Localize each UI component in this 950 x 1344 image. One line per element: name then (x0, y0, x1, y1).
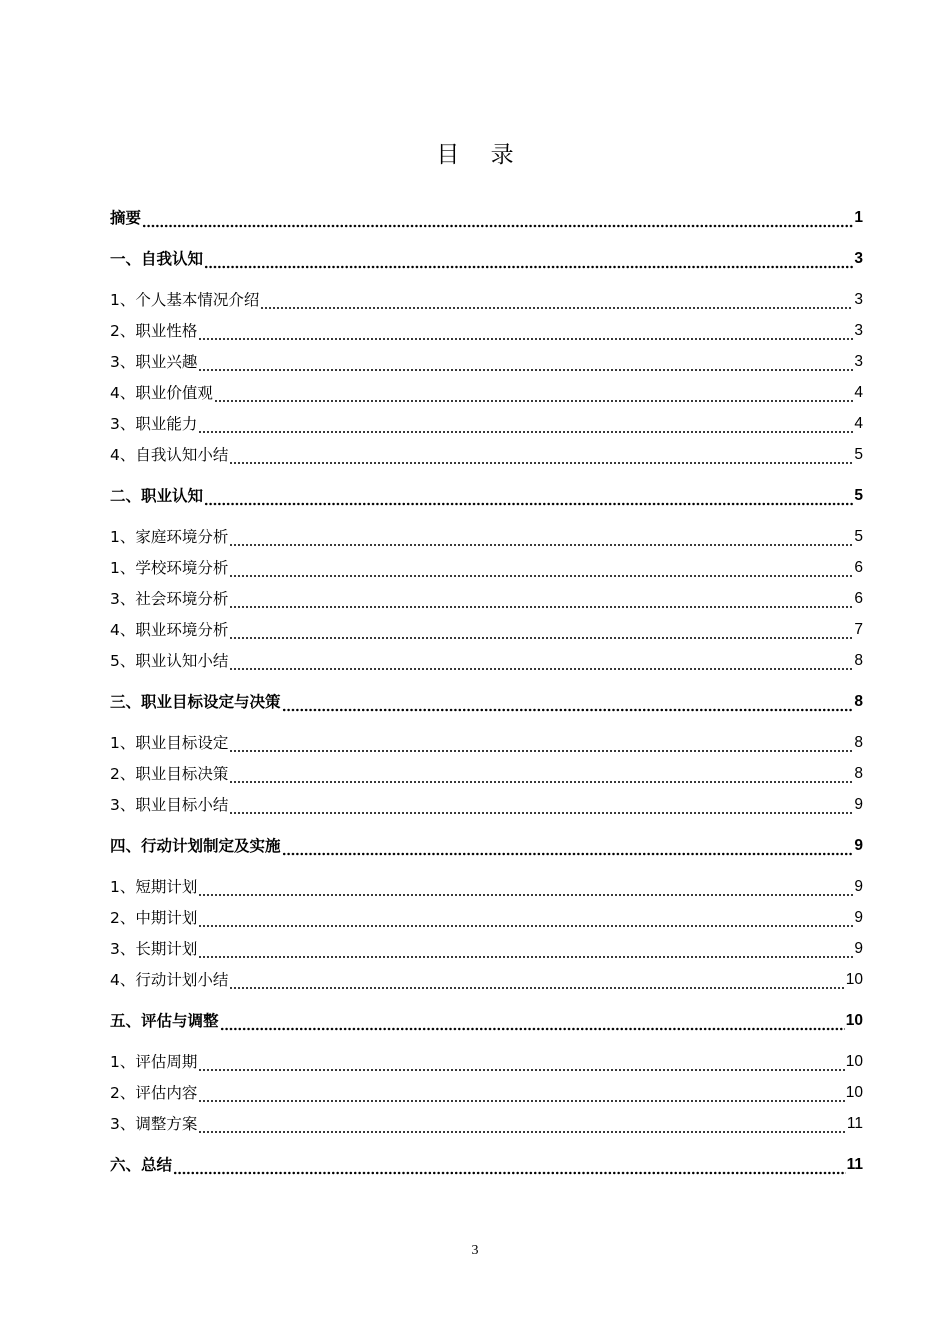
toc-entry[interactable] (110, 617, 863, 641)
toc-entry-label: 3、职业兴趣 (110, 353, 198, 371)
toc-dot-leader (198, 876, 853, 898)
toc-entry-page: 11 (846, 1115, 863, 1132)
toc-entry-label: 4、职业环境分析 (110, 621, 229, 639)
toc-entry-page: 10 (845, 1053, 863, 1070)
toc-entry-page: 9 (854, 796, 863, 813)
toc-entry-page: 6 (854, 559, 863, 576)
toc-entry-page: 6 (854, 590, 863, 607)
toc-entry-label: 3、调整方案 (110, 1115, 198, 1133)
toc-entry-label: 1、家庭环境分析 (110, 528, 229, 546)
toc-dot-leader (229, 619, 853, 641)
toc-entry-page: 8 (854, 765, 863, 782)
toc-entry[interactable] (110, 833, 863, 857)
toc-entry-page: 10 (845, 971, 863, 988)
toc-entry-page: 5 (854, 446, 863, 463)
toc-entry-page: 10 (845, 1012, 863, 1029)
toc-entry[interactable] (110, 648, 863, 672)
toc-entry[interactable] (110, 967, 863, 991)
toc-entry-page: 11 (846, 1156, 863, 1173)
toc-entry-label: 1、职业目标设定 (110, 734, 229, 752)
toc-entry[interactable] (110, 1152, 863, 1176)
page-title: 目 录 (436, 142, 526, 168)
toc-dot-leader (229, 969, 844, 991)
toc-dot-leader (220, 1010, 845, 1032)
toc-entry-label: 一、自我认知 (110, 250, 204, 268)
toc-entry[interactable] (110, 730, 863, 754)
toc-entry-label: 二、职业认知 (110, 487, 204, 505)
toc-entry-page: 9 (854, 878, 863, 895)
toc-entry-page: 9 (854, 909, 863, 926)
toc-entry[interactable] (110, 936, 863, 960)
toc-entry[interactable] (110, 318, 863, 342)
toc-entry-page: 3 (854, 353, 863, 370)
toc-entry-page: 9 (854, 940, 863, 957)
toc-entry-page: 3 (854, 250, 863, 267)
toc-entry-label: 三、职业目标设定与决策 (110, 693, 281, 711)
toc-entry-label: 1、学校环境分析 (110, 559, 229, 577)
toc-entry[interactable] (110, 761, 863, 785)
toc-entry-label: 4、自我认知小结 (110, 446, 229, 464)
toc-dot-leader (198, 1051, 844, 1073)
toc-dot-leader (229, 794, 853, 816)
toc-entry[interactable] (110, 411, 863, 435)
toc-entry-label: 4、行动计划小结 (110, 971, 229, 989)
toc-entry-label: 2、职业性格 (110, 322, 198, 340)
toc-entry-label: 5、职业认知小结 (110, 652, 229, 670)
toc-dot-leader (229, 763, 853, 785)
toc-dot-leader (282, 835, 854, 857)
toc-dot-leader (214, 382, 854, 404)
toc-dot-leader (282, 691, 854, 713)
toc-entry[interactable] (110, 1111, 863, 1135)
toc-entry-page: 10 (845, 1084, 863, 1101)
toc-dot-leader (198, 413, 853, 435)
toc-dot-leader (229, 650, 853, 672)
toc-entry-page: 8 (854, 693, 863, 710)
toc-entry-label: 4、职业价值观 (110, 384, 213, 402)
toc-entry[interactable] (110, 287, 863, 311)
toc-entry-page: 4 (854, 384, 863, 401)
toc-entry-page: 8 (854, 734, 863, 751)
toc-entry-page: 1 (854, 209, 863, 226)
toc-dot-leader (229, 732, 853, 754)
toc-entry-label: 1、个人基本情况介绍 (110, 291, 260, 309)
toc-entry-page: 3 (854, 322, 863, 339)
toc-dot-leader (198, 907, 853, 929)
page-number: 3 (471, 1243, 479, 1258)
toc-dot-leader (260, 289, 853, 311)
toc-dot-leader (198, 320, 853, 342)
toc-entry-page: 3 (854, 291, 863, 308)
toc-entry-label: 五、评估与调整 (110, 1012, 219, 1030)
toc-entry[interactable] (110, 380, 863, 404)
toc-entry[interactable] (110, 586, 863, 610)
toc-dot-leader (204, 485, 853, 507)
toc-entry-page: 5 (854, 528, 863, 545)
toc-entry-label: 1、短期计划 (110, 878, 198, 896)
toc-entry[interactable] (110, 205, 863, 229)
toc-dot-leader (142, 207, 853, 229)
toc-entry-page: 9 (854, 837, 863, 854)
toc-entry[interactable] (110, 524, 863, 548)
toc-entry-label: 2、评估内容 (110, 1084, 198, 1102)
toc-entry-label: 3、社会环境分析 (110, 590, 229, 608)
toc-entry[interactable] (110, 555, 863, 579)
toc-entry[interactable] (110, 483, 863, 507)
toc-entry[interactable] (110, 349, 863, 373)
toc-entry-label: 六、总结 (110, 1156, 173, 1174)
toc-entry[interactable] (110, 1049, 863, 1073)
toc-entry-label: 3、职业目标小结 (110, 796, 229, 814)
toc-entry[interactable] (110, 689, 863, 713)
toc-entry[interactable] (110, 874, 863, 898)
toc-dot-leader (198, 938, 853, 960)
toc-entry-page: 7 (854, 621, 863, 638)
toc-entry-label: 摘要 (110, 209, 142, 227)
toc-entry-label: 3、长期计划 (110, 940, 198, 958)
toc-entry-page: 4 (854, 415, 863, 432)
toc-entry[interactable] (110, 442, 863, 466)
toc-dot-leader (173, 1154, 846, 1176)
toc-entry-page: 8 (854, 652, 863, 669)
toc-dot-leader (198, 1082, 844, 1104)
toc-dot-leader (198, 351, 853, 373)
toc-dot-leader (229, 444, 853, 466)
toc-dot-leader (204, 248, 853, 270)
toc-entry[interactable] (110, 905, 863, 929)
toc-entry[interactable] (110, 1008, 863, 1032)
toc-entry-label: 3、职业能力 (110, 415, 198, 433)
toc-entry[interactable] (110, 792, 863, 816)
toc-dot-leader (229, 557, 853, 579)
toc-entry-page: 5 (854, 487, 863, 504)
toc-entry-label: 2、中期计划 (110, 909, 198, 927)
toc-entry-label: 四、行动计划制定及实施 (110, 837, 281, 855)
toc-dot-leader (229, 588, 853, 610)
toc-entry-label: 2、职业目标决策 (110, 765, 229, 783)
toc-entry[interactable] (110, 1080, 863, 1104)
toc-entry[interactable] (110, 246, 863, 270)
toc-dot-leader (198, 1113, 846, 1135)
toc-dot-leader (229, 526, 853, 548)
toc-entry-label: 1、评估周期 (110, 1053, 198, 1071)
